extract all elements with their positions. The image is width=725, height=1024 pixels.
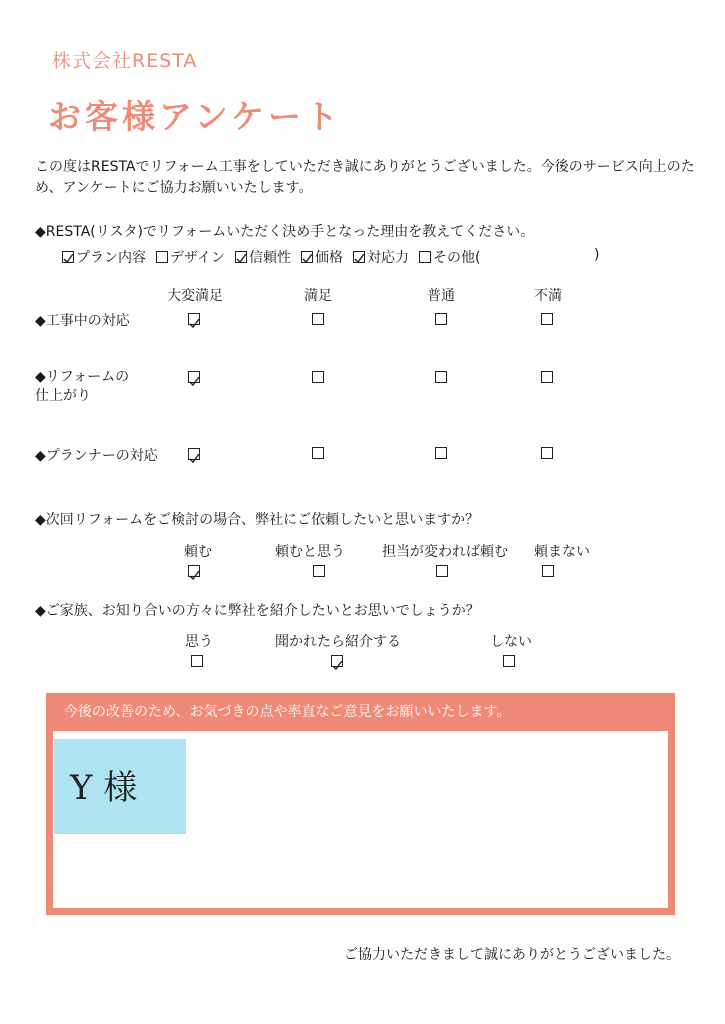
q1-option-label: その他( — [433, 250, 481, 266]
page-title: お客様アンケート — [48, 97, 343, 136]
checkbox-icon[interactable] — [435, 447, 447, 459]
q1-label: ◆RESTA(リスタ)でリフォームいただく決め手となった理由を教えてください。 — [35, 224, 535, 240]
checkbox-icon[interactable] — [541, 313, 553, 325]
checkbox-checked-icon[interactable] — [188, 371, 200, 383]
q1-option-label: 対応力 — [367, 250, 410, 266]
checkbox-icon[interactable] — [503, 655, 515, 667]
checkbox-icon[interactable] — [435, 313, 447, 325]
checkbox-checked-icon[interactable] — [188, 448, 200, 460]
q-next-option-2: 頼むと思う — [275, 544, 345, 560]
checkbox-icon[interactable] — [542, 565, 554, 577]
q1-option-label: 信頼性 — [249, 250, 292, 266]
q1-option-other[interactable] — [419, 247, 480, 267]
checkbox-icon[interactable] — [312, 447, 324, 459]
q-refer-option-1: 思う — [185, 634, 213, 650]
thanks-text: ご協力いただきまして誠にありがとうございました。 — [344, 947, 680, 963]
checkbox-icon[interactable] — [419, 251, 431, 263]
checkbox-icon[interactable] — [541, 371, 553, 383]
checkbox-icon[interactable] — [156, 251, 168, 263]
q-refer-option-2: 聞かれたら紹介する — [275, 634, 401, 650]
q-next-option-1: 頼む — [184, 544, 212, 560]
checkbox-checked-icon[interactable] — [331, 655, 343, 667]
checkbox-checked-icon[interactable] — [188, 565, 200, 577]
checkbox-icon[interactable] — [191, 655, 203, 667]
row-planner-label: ◆プランナーの対応 — [35, 448, 158, 464]
q1-options — [62, 247, 481, 267]
q-next-option-3: 担当が変われば頼む — [382, 544, 508, 560]
checkbox-checked-icon[interactable] — [301, 251, 313, 263]
q1-other-close: ) — [594, 247, 600, 263]
checkbox-icon[interactable] — [313, 565, 325, 577]
q-next-option-4: 頼まない — [534, 544, 590, 560]
q1-option-response[interactable] — [353, 247, 409, 267]
q-refer-option-3: しない — [490, 634, 532, 650]
checkbox-checked-icon[interactable] — [62, 251, 74, 263]
q1-option-plan[interactable] — [62, 247, 146, 267]
q1-option-trust[interactable] — [235, 247, 291, 267]
q1-option-price[interactable] — [301, 247, 343, 267]
col-satisfied: 満足 — [304, 288, 332, 304]
checkbox-checked-icon[interactable] — [188, 313, 200, 325]
checkbox-icon[interactable] — [312, 313, 324, 325]
col-unsatisfied: 不満 — [534, 288, 562, 304]
q-refer-label: ◆ご家族、お知り合いの方々に弊社を紹介したいとお思いでしょうか？ — [35, 603, 480, 619]
row-finish-label-1: ◆リフォームの — [35, 369, 130, 385]
handwritten-name: Y 様 — [70, 768, 138, 808]
intro-text: この度はRESTAでリフォーム工事をしていただき誠にありがとうございました。今後のサービス向上のため、アンケートにご協力お願いいたします。 — [35, 159, 695, 196]
col-normal: 普通 — [427, 288, 455, 304]
checkbox-icon[interactable] — [435, 371, 447, 383]
checkbox-icon[interactable] — [541, 447, 553, 459]
checkbox-checked-icon[interactable] — [353, 251, 365, 263]
checkbox-checked-icon[interactable] — [235, 251, 247, 263]
q-next-label: ◆次回リフォームをご検討の場合、弊社にご依頼したいと思いますか？ — [35, 512, 480, 528]
q1-option-label: デザイン — [170, 250, 226, 266]
q1-option-label: プラン内容 — [76, 250, 146, 266]
row-finish-label-2: 仕上がり — [35, 388, 91, 404]
checkbox-icon[interactable] — [312, 371, 324, 383]
row-construction-label: ◆工事中の対応 — [35, 313, 130, 329]
col-very-satisfied: 大変満足 — [167, 288, 223, 304]
checkbox-icon[interactable] — [436, 565, 448, 577]
comments-header: 今後の改善のため、お気づきの点や率直なご意見をお願いいたします。 — [64, 704, 511, 720]
q1-option-design[interactable] — [156, 247, 225, 267]
q1-option-label: 価格 — [315, 250, 344, 266]
company-name: 株式会社RESTA — [52, 50, 198, 72]
